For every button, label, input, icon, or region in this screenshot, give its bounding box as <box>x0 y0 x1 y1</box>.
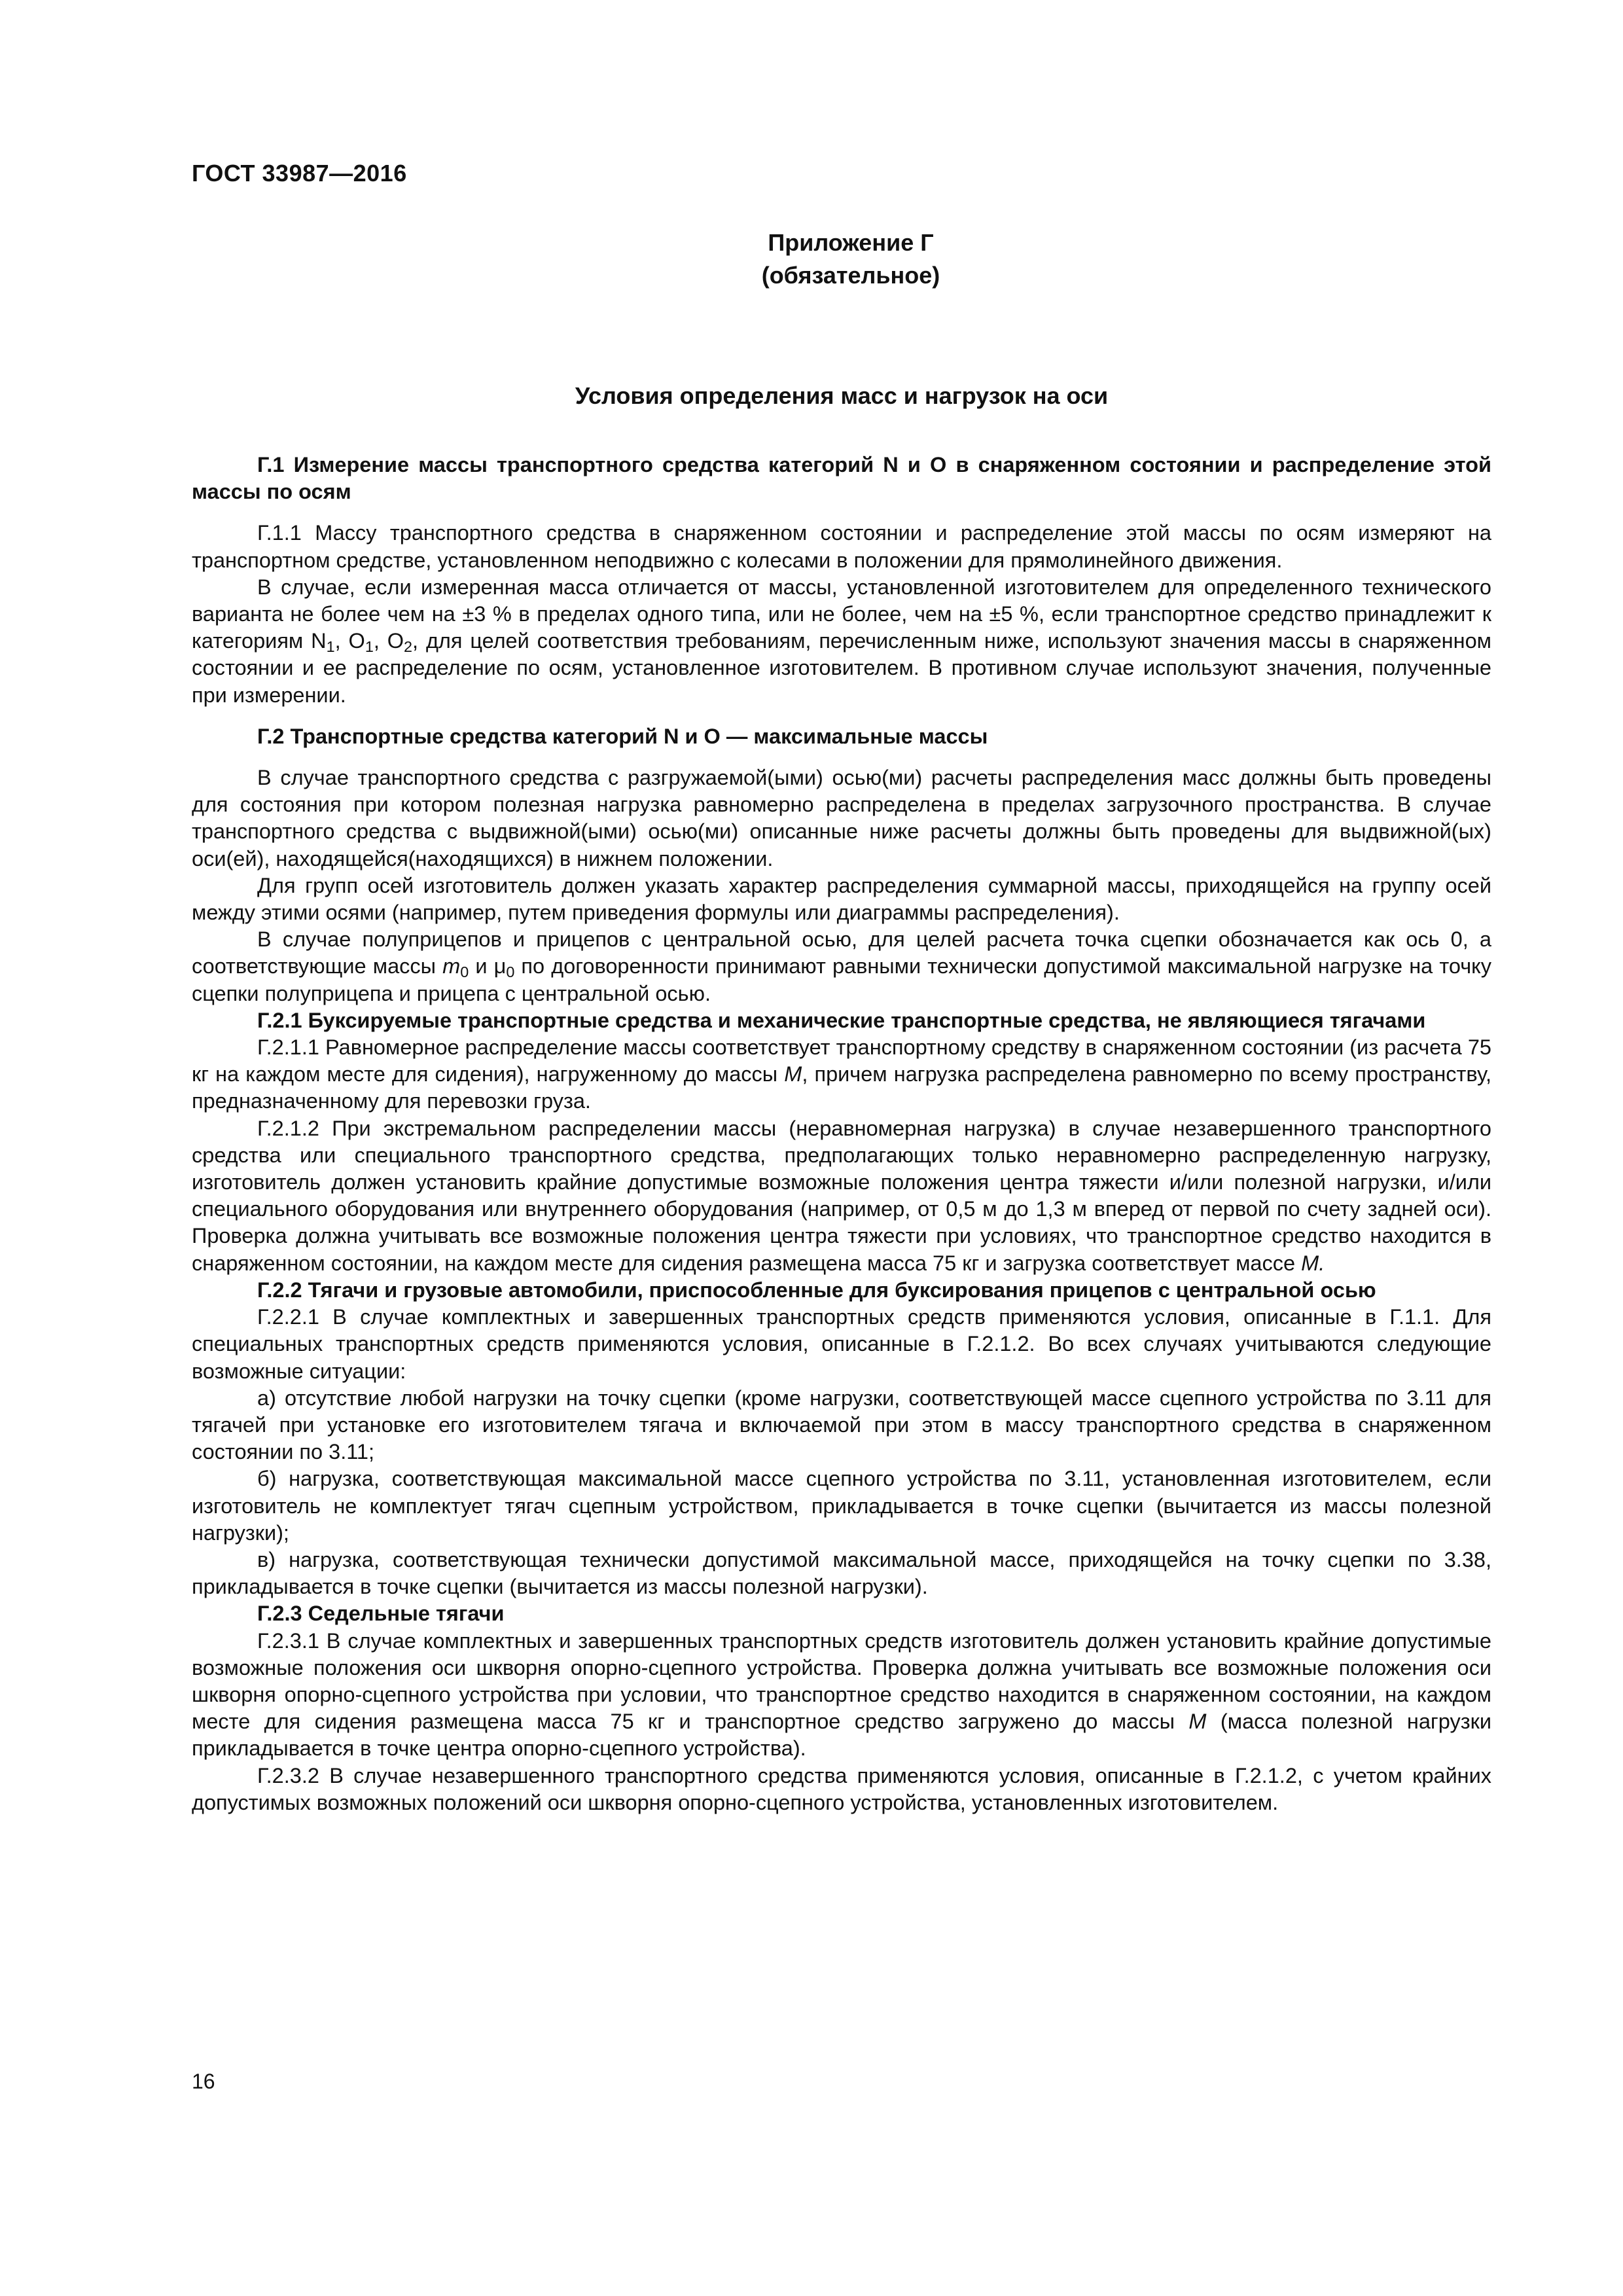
paragraph-g2-2-1: Г.2.2.1 В случае комплектных и завершенных транспортных средств применяются условия, описанные в Г.1.1. Для специальных транспортных средств применяются условия, описанные в Г.2.1.2. Во всех случаях учитываются следующие возможные ситуации: <box>192 1305 1491 1383</box>
paragraph-g2-1-1: Г.2.1.1 Равномерное распределение массы соответствует транспортному средству в снаряженном состоянии (из расчета 75 кг на каждом месте для сидения), нагруженному до массы M, причем нагрузка распределена равномерно по всему пространству, предназначенному для перевозки груза. <box>192 1035 1491 1113</box>
document-body <box>192 452 1491 1816</box>
annex-label: Приложение Г <box>768 229 934 256</box>
paragraph-g2-3-1: Г.2.3.1 В случае комплектных и завершенных транспортных средств изготовитель должен установить крайние допустимые возможные положения оси шкворня опорно-сцепного устройства. Проверка должна учитывать все возможные положения оси шкворня опорно-сцепного устройства при условии, что транспортное средство находится в снаряженном состоянии, на каждом месте для сидения размещена масса 75 кг и транспортное средство загружено до массы M (масса полезной нагрузки прикладывается в точке центра опорно-сцепного устройства). <box>192 1628 1491 1761</box>
paragraph-g2-3: В случае полуприцепов и прицепов с центральной осью, для целей расчета точка сцепки обозначается как ось 0, а соответствующие массы $m_0$ и $\mu_0$ по договоренности принимают равными технически допустимой максимальной нагрузке на точку сцепки полуприцепа и прицепа с центральной осью. <box>192 927 1491 1005</box>
document-code: ГОСТ 33987—2016 <box>192 160 407 187</box>
section-heading-g2: Г.2 Транспортные средства категорий N и O — максимальные массы <box>257 724 988 748</box>
section-heading-g1: Г.1 Измерение массы транспортного средства категорий N и O в снаряженном состоянии и распределение этой массы по осям <box>192 453 1491 504</box>
list-item-c: в) нагрузка, соответствующая технически допустимой максимальной массе, приходящейся на точку сцепки по 3.38, прикладывается в точке сцепки (вычитается из массы полезной нагрузки). <box>192 1547 1491 1599</box>
annex-status: (обязательное) <box>761 262 940 289</box>
paragraph-g1-1: Г.1.1 Массу транспортного средства в снаряженном состоянии и распределение этой массы по осям измеряют на транспортном средстве, установленном неподвижно с колесами в положении для прямолинейного движения. <box>192 521 1491 572</box>
annex-heading <box>589 226 1113 292</box>
section-heading-g2-3: Г.2.3 Седельные тягачи <box>257 1602 505 1626</box>
list-item-b: б) нагрузка, соответствующая максимальной массе сцепного устройства по 3.11, установленная изготовителем, если изготовитель не комплектует тягач сцепным устройством, прикладывается в точке сцепки (вычитается из массы полезной нагрузки); <box>192 1467 1491 1545</box>
paragraph-g2-1: В случае транспортного средства с разгружаемой(ыми) осью(ми) расчеты распределения масс должны быть проведены для состояния при котором полезная нагрузка равномерно распределена в пределах загрузочного пространства. В случае транспортного средства с выдвижной(ыми) осью(ми) описанные ниже расчеты должны быть проведены для выдвижной(ых) оси(ей), находящейся(находящихся) в нижнем положении. <box>192 766 1491 870</box>
paragraph-g2-3-2: Г.2.3.2 В случае незавершенного транспортного средства применяются условия, описанные в Г.2.1.2, с учетом крайних допустимых возможных положений оси шкворня опорно-сцепного устройства, установленных изготовителем. <box>192 1763 1491 1814</box>
paragraph-g1-tolerance: В случае, если измеренная масса отличается от массы, установленной изготовителем для определенного технического варианта не более чем на ±3 % в пределах одного типа, или не более, чем на ±5 %, если транспортное средство принадлежит к категориям $N_1$, $O_1$, $O_2$, для целей соответствия требованиям, перечисленным ниже, используют значения массы в снаряженном состоянии и ее распределение по осям, установленное изготовителем. В противном случае используют значения, полученные при измерении. <box>192 575 1491 707</box>
list-item-a: а) отсутствие любой нагрузки на точку сцепки (кроме нагрузки, соответствующей массе сцепного устройства по 3.11 для тягачей при установке его изготовителем тягача и включаемой при этом в массу транспортного средства в снаряженном состоянии по 3.11; <box>192 1386 1491 1464</box>
paragraph-g2-2: Для групп осей изготовитель должен указать характер распределения суммарной массы, приходящейся на группу осей между этими осями (например, путем приведения формулы или диаграммы распределения). <box>192 873 1491 925</box>
annex-title: Условия определения масс и нагрузок на оси <box>575 382 1109 409</box>
paragraph-g2-1-2: Г.2.1.2 При экстремальном распределении массы (неравномерная нагрузка) в случае незавершенного транспортного средства или специального транспортного средства, предполагающих только неравномерно распределенную нагрузку, изготовитель должен установить крайние допустимые возможные положения центра тяжести и/или полезной нагрузки, и/или специального оборудования или внутреннего оборудования (например, от 0,5 м до 1,3 м вперед от первой по счету задней оси). Проверка должна учитывать все возможные положения центра тяжести при условиях, что транспортное средство находится в снаряженном состоянии, на каждом месте для сидения размещена масса 75 кг и загрузка соответствует массе M. <box>192 1116 1491 1275</box>
section-heading-g2-2: Г.2.2 Тягачи и грузовые автомобили, приспособленные для буксирования прицепов с центральной осью <box>257 1278 1376 1302</box>
page-number: 16 <box>192 2070 215 2093</box>
section-heading-g2-1: Г.2.1 Буксируемые транспортные средства и механические транспортные средства, не являющиеся тягачами <box>257 1008 1426 1032</box>
